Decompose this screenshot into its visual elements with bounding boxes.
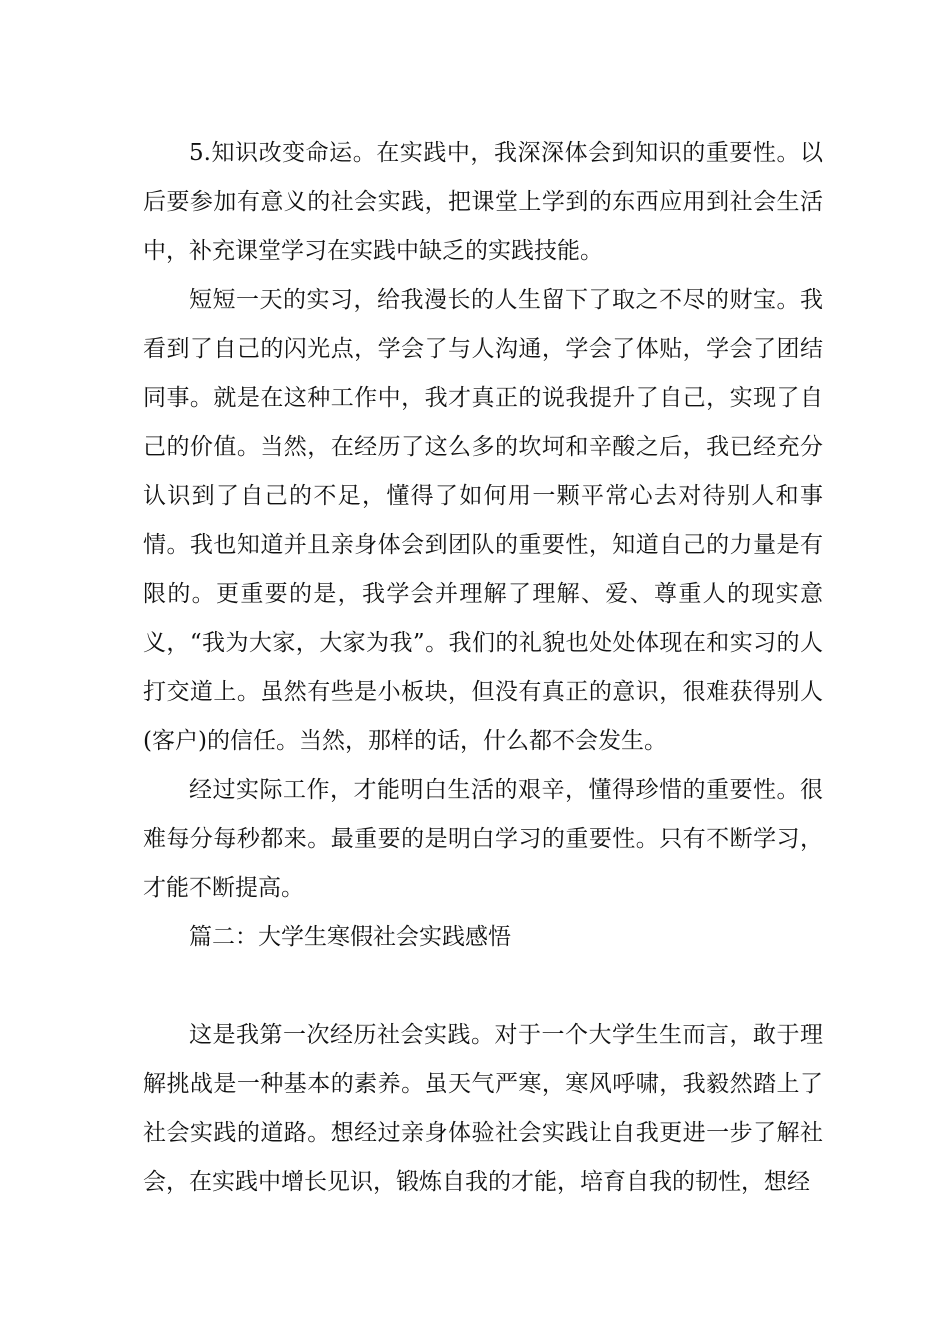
paragraph-first-social-practice: 这是我第一次经历社会实践。对于一个大学生生而言，敢于理解挑战是一种基本的素养。虽天气严寒，寒风呼啸，我毅然踏上了社会实践的道路。想经过亲身体验社会实践让自我更进一步了解社会，在实践中增长见识，锻炼自我的才能，培育自我的韧性，想经 <box>143 1022 823 1195</box>
document-body <box>143 129 823 1207</box>
paragraph-one-day-internship: 短短一天的实习，给我漫长的人生留下了取之不尽的财宝。我看到了自己的闪光点，学会了与人沟通，学会了体贴，学会了团结同事。就是在这种工作中，我才真正的说我提升了自己，实现了自己的价值。当然，在经历了这么多的坎坷和辛酸之后，我已经充分认识到了自己的不足，懂得了如何用一颗平常心去对待别人和事情。我也知道并且亲身体会到团队的重要性，知道自己的力量是有限的。更重要的是，我学会并理解了理解、爱、尊重人的现实意义，“我为大家，大家为我”。我们的礼貌也处处体现在和实习的人打交道上。虽然有些是小板块，但没有真正的意识，很难获得别人(客户)的信任。当然，那样的话，什么都不会发生。 <box>143 287 823 754</box>
paragraph-practical-work: 经过实际工作，才能明白生活的艰辛，懂得珍惜的重要性。很难每分每秒都来。最重要的是明白学习的重要性。只有不断学习，才能不断提高。 <box>143 777 823 901</box>
paragraph-knowledge-changes-fate: 5.知识改变命运。在实践中，我深深体会到知识的重要性。以后要参加有意义的社会实践，把课堂上学到的东西应用到社会生活中，补充课堂学习在实践中缺乏的实践技能。 <box>143 140 823 264</box>
blank-line <box>143 962 823 1011</box>
section-heading: 篇二：大学生寒假社会实践感悟 <box>189 924 511 950</box>
